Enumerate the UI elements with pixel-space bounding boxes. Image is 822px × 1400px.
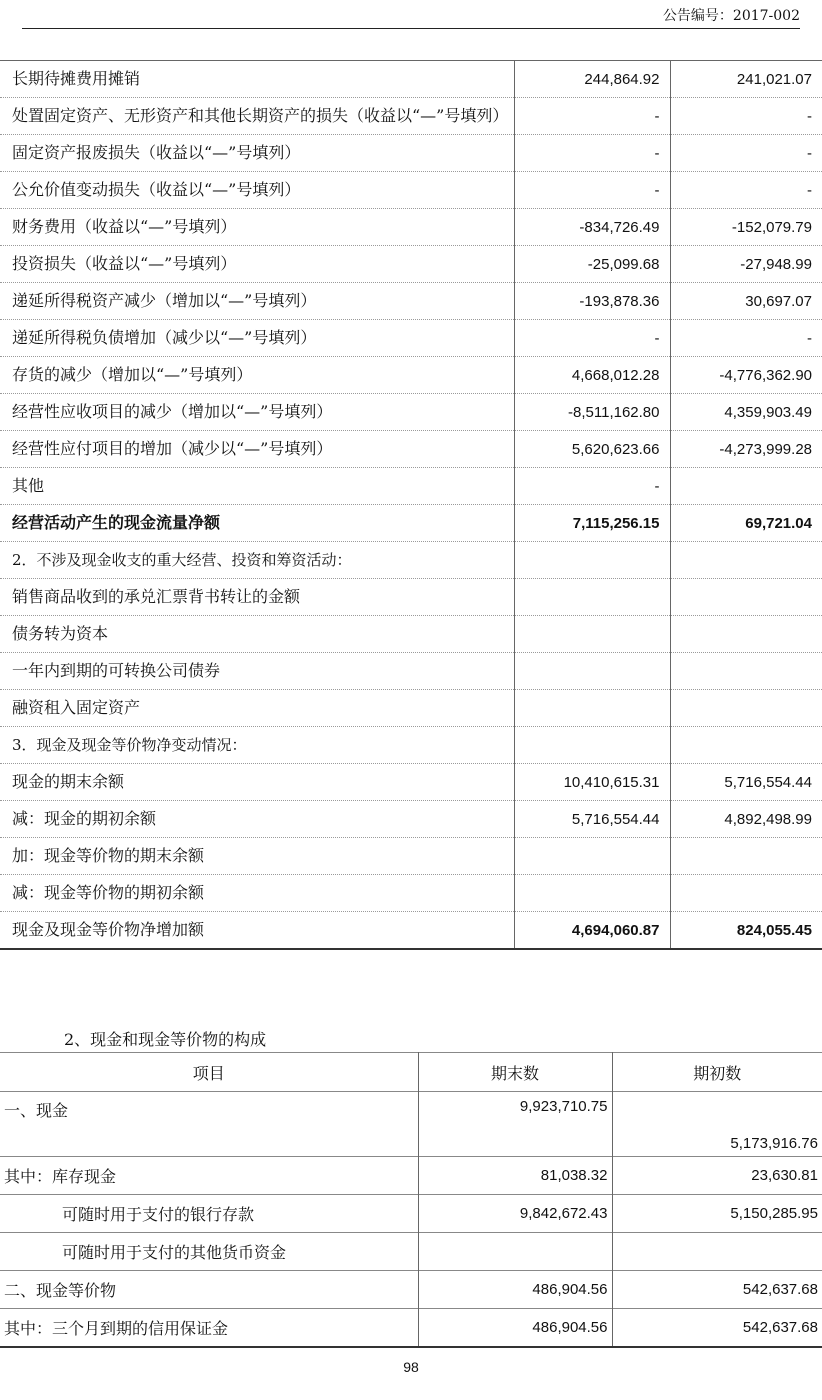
- end-amount: 9,842,672.43: [418, 1195, 612, 1233]
- current-amount: -193,878.36: [514, 283, 670, 320]
- current-amount: -: [514, 468, 670, 505]
- current-amount: 4,694,060.87: [514, 912, 670, 950]
- announcement-number: 公告编号：2017-002: [662, 8, 800, 24]
- row-label: 债务转为资本: [12, 624, 109, 643]
- prior-amount: 30,697.07: [670, 283, 822, 320]
- section-heading: 3．现金及现金等价物净变动情况：: [12, 736, 247, 754]
- begin-amount: 5,150,285.95: [612, 1195, 822, 1233]
- row-label: 其他: [12, 476, 45, 495]
- table-row: [0, 579, 822, 616]
- table-row: [0, 801, 822, 838]
- column-header: 项目: [192, 1063, 225, 1083]
- current-amount: -: [514, 172, 670, 209]
- prior-amount: 4,359,903.49: [670, 394, 822, 431]
- table-row: [0, 172, 822, 209]
- table-row: [0, 616, 822, 653]
- table-row: [0, 1309, 822, 1348]
- table-row: [0, 357, 822, 394]
- row-label: 可随时用于支付的银行存款: [62, 1205, 255, 1224]
- row-label: 递延所得税资产减少（增加以“—”号填列）: [12, 291, 317, 310]
- current-amount: 5,620,623.66: [514, 431, 670, 468]
- current-amount: -8,511,162.80: [514, 394, 670, 431]
- row-label: 投资损失（收益以“—”号填列）: [12, 254, 237, 273]
- current-amount: -25,099.68: [514, 246, 670, 283]
- table-row: [0, 468, 822, 505]
- row-label: 递延所得税负债增加（减少以“—”号填列）: [12, 328, 317, 347]
- row-label: 经营性应付项目的增加（减少以“—”号填列）: [12, 439, 333, 458]
- row-label: 销售商品收到的承兑汇票背书转让的金额: [12, 587, 301, 606]
- end-amount: 486,904.56: [418, 1309, 612, 1348]
- end-amount: 9,923,710.75: [418, 1092, 612, 1157]
- header-row: [0, 1053, 822, 1092]
- prior-amount: -: [670, 98, 822, 135]
- row-label: 融资租入固定资产: [12, 698, 141, 717]
- end-amount: 486,904.56: [418, 1271, 612, 1309]
- current-amount: -: [514, 320, 670, 357]
- table-row: [0, 283, 822, 320]
- table-row: [0, 320, 822, 357]
- row-label: 固定资产报废损失（收益以“—”号填列）: [12, 143, 301, 162]
- row-label: 一、现金: [4, 1101, 69, 1120]
- current-amount: [514, 727, 670, 764]
- cash-composition-table: [0, 1052, 822, 1348]
- table-row: [0, 209, 822, 246]
- table-row: [0, 1233, 822, 1271]
- begin-amount: 23,630.81: [612, 1157, 822, 1195]
- cash-flow-supplement-table: [0, 60, 822, 950]
- row-label: 存货的减少（增加以“—”号填列）: [12, 365, 253, 384]
- prior-amount: -: [670, 135, 822, 172]
- prior-amount: [670, 468, 822, 505]
- subtotal-row: [0, 505, 822, 542]
- row-label: 现金的期末余额: [12, 772, 125, 791]
- table-row: [0, 875, 822, 912]
- prior-amount: 5,716,554.44: [670, 764, 822, 801]
- prior-amount: -4,776,362.90: [670, 357, 822, 394]
- table-row: [0, 61, 822, 98]
- row-label: 二、现金等价物: [4, 1281, 117, 1300]
- prior-amount: 4,892,498.99: [670, 801, 822, 838]
- row-label: 经营性应收项目的减少（增加以“—”号填列）: [12, 402, 333, 421]
- table-row: [0, 838, 822, 875]
- current-amount: 5,716,554.44: [514, 801, 670, 838]
- page-header: [0, 0, 822, 30]
- begin-amount: 5,173,916.76: [612, 1092, 822, 1157]
- page-number: 98: [403, 1359, 419, 1375]
- end-amount: 81,038.32: [418, 1157, 612, 1195]
- begin-amount: [612, 1233, 822, 1271]
- prior-amount: [670, 838, 822, 875]
- prior-amount: [670, 653, 822, 690]
- header-rule: [22, 28, 800, 29]
- row-label: 一年内到期的可转换公司债券: [12, 661, 221, 680]
- prior-amount: [670, 690, 822, 727]
- table-row: [0, 1195, 822, 1233]
- row-label: 财务费用（收益以“—”号填列）: [12, 217, 237, 236]
- table-row: [0, 394, 822, 431]
- section-title: 2、现金和现金等价物的构成: [64, 1030, 267, 1049]
- current-amount: 244,864.92: [514, 61, 670, 98]
- table-row: [0, 764, 822, 801]
- current-amount: [514, 838, 670, 875]
- prior-amount: 241,021.07: [670, 61, 822, 98]
- section-heading: 2．不涉及现金收支的重大经营、投资和筹资活动：: [12, 551, 352, 569]
- prior-amount: -152,079.79: [670, 209, 822, 246]
- begin-amount: 542,637.68: [612, 1271, 822, 1309]
- prior-amount: 69,721.04: [670, 505, 822, 542]
- row-label: 其中：库存现金: [4, 1167, 117, 1186]
- table-row: [0, 431, 822, 468]
- table-row: [0, 653, 822, 690]
- current-amount: [514, 579, 670, 616]
- table-row: [0, 1271, 822, 1309]
- column-header: 期初数: [612, 1053, 822, 1092]
- column-header: 期末数: [418, 1053, 612, 1092]
- current-amount: [514, 690, 670, 727]
- begin-amount: 542,637.68: [612, 1309, 822, 1348]
- prior-amount: [670, 616, 822, 653]
- row-label: 长期待摊费用摊销: [12, 69, 141, 88]
- table-row: [0, 1157, 822, 1195]
- current-amount: 10,410,615.31: [514, 764, 670, 801]
- row-label: 加：现金等价物的期末余额: [12, 846, 205, 865]
- total-row: [0, 912, 822, 950]
- table-row: [0, 135, 822, 172]
- current-amount: 7,115,256.15: [514, 505, 670, 542]
- table-row: [0, 246, 822, 283]
- row-label: 减：现金的期初余额: [12, 809, 157, 828]
- current-amount: -834,726.49: [514, 209, 670, 246]
- prior-amount: [670, 542, 822, 579]
- row-label: 公允价值变动损失（收益以“—”号填列）: [12, 180, 301, 199]
- table-row: [0, 98, 822, 135]
- table-row: [0, 1092, 822, 1157]
- current-amount: -: [514, 135, 670, 172]
- prior-amount: [670, 579, 822, 616]
- row-label: 处置固定资产、无形资产和其他长期资产的损失（收益以“—”号填列）: [12, 106, 509, 125]
- prior-amount: [670, 875, 822, 912]
- current-amount: [514, 875, 670, 912]
- row-label: 减：现金等价物的期初余额: [12, 883, 205, 902]
- section-heading-row: [0, 542, 822, 579]
- prior-amount: -27,948.99: [670, 246, 822, 283]
- prior-amount: 824,055.45: [670, 912, 822, 950]
- current-amount: [514, 542, 670, 579]
- prior-amount: -4,273,999.28: [670, 431, 822, 468]
- row-label: 其中：三个月到期的信用保证金: [4, 1319, 229, 1338]
- prior-amount: -: [670, 320, 822, 357]
- current-amount: -: [514, 98, 670, 135]
- current-amount: [514, 653, 670, 690]
- row-label: 可随时用于支付的其他货币资金: [62, 1243, 287, 1262]
- current-amount: 4,668,012.28: [514, 357, 670, 394]
- row-label: 现金及现金等价物净增加额: [12, 920, 205, 939]
- current-amount: [514, 616, 670, 653]
- section-heading-row: [0, 727, 822, 764]
- row-label: 经营活动产生的现金流量净额: [12, 513, 221, 532]
- prior-amount: -: [670, 172, 822, 209]
- table-row: [0, 690, 822, 727]
- prior-amount: [670, 727, 822, 764]
- end-amount: [418, 1233, 612, 1271]
